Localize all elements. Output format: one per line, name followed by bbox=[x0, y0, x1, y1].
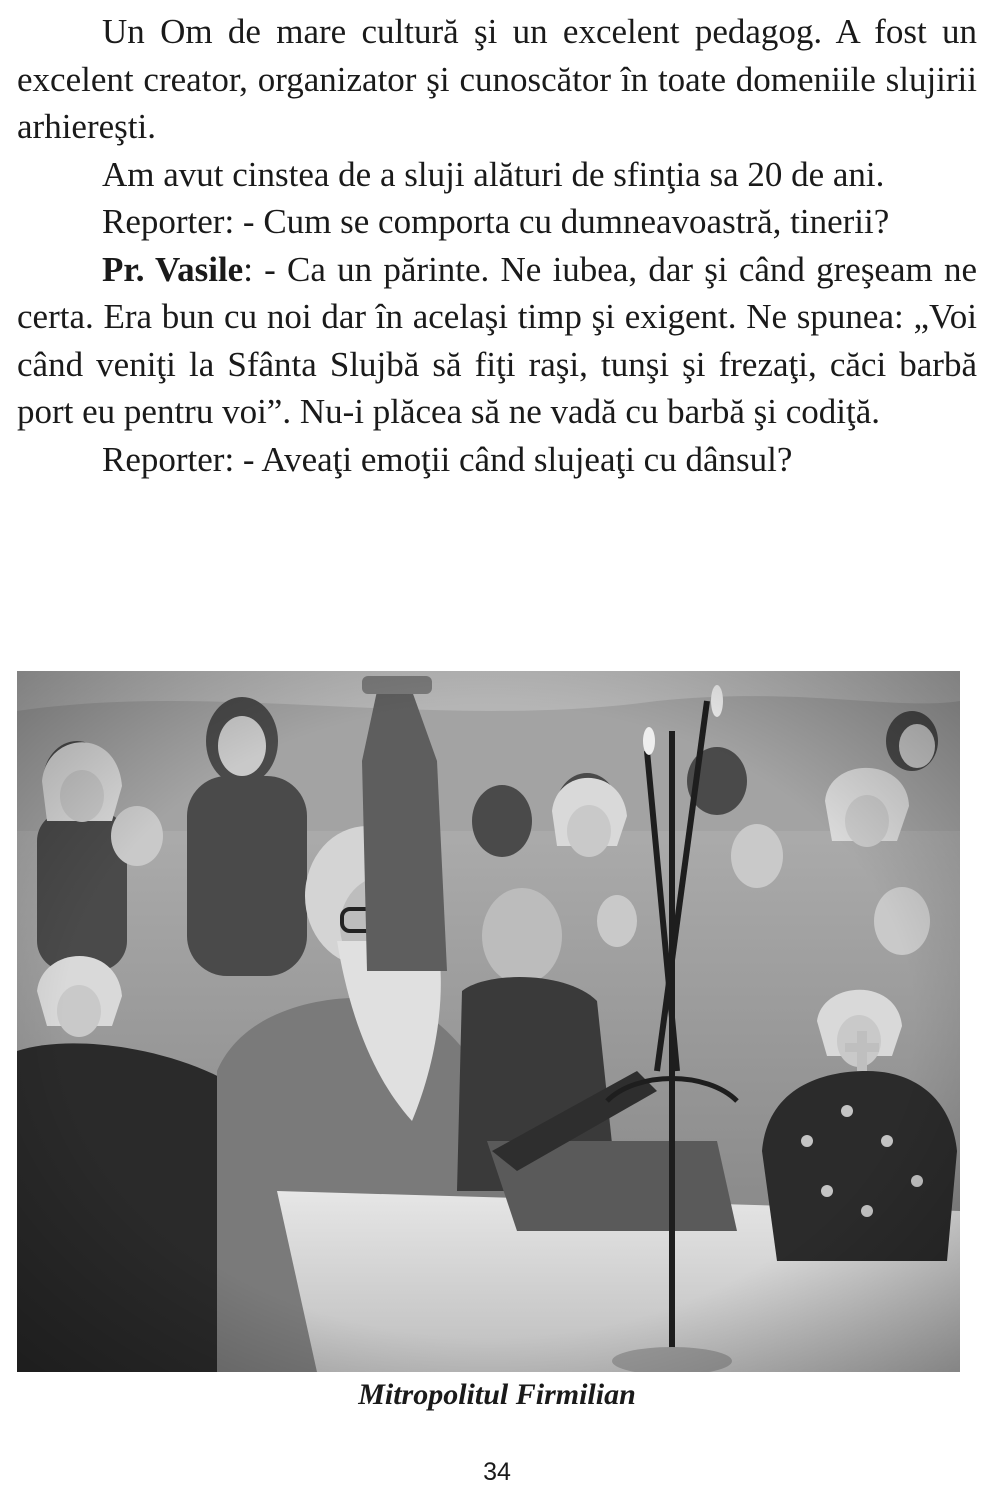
page-number: 34 bbox=[483, 1458, 511, 1486]
photo-caption: Mitropolitul Firmilian bbox=[358, 1378, 636, 1411]
speaker-name: Pr. Vasile bbox=[102, 249, 244, 289]
paragraph-4 bbox=[17, 246, 977, 436]
paragraph-3-text: Reporter: - Cum se comporta cu dumneavoastră, tinerii? bbox=[102, 202, 890, 241]
photo-illustration bbox=[17, 671, 960, 1372]
paragraph-1 bbox=[17, 8, 977, 151]
photo bbox=[17, 671, 960, 1372]
paragraph-5-text: Reporter: - Aveaţi emoţii când slujeaţi cu dânsul? bbox=[102, 439, 793, 479]
paragraph-2-text: Am avut cinstea de a sluji alături de sfinţia sa 20 de ani. bbox=[102, 154, 885, 194]
body-text bbox=[17, 8, 977, 483]
paragraph-4-text: : - Ca un părinte. Ne iubea, dar şi când greşeam ne certa. Era bun cu noi dar în acelaşi timp şi exigent. Ne spunea: „Voi când veniţi la Sfânta Slujbă să fiţi raşi, tunşi şi frezaţi, căci barbă port eu pentru voi”. Nu-i plăcea să ne vadă cu barbă şi codiţă. bbox=[17, 249, 977, 431]
paragraph-1-text: Un Om de mare cultură şi un excelent pedagog. A fost un excelent creator, organizator şi cunoscător în toate domeniile slujirii arhiereşti. bbox=[17, 12, 977, 146]
paragraph-3 bbox=[17, 198, 977, 246]
paragraph-2 bbox=[17, 151, 977, 199]
paragraph-5 bbox=[17, 436, 977, 484]
